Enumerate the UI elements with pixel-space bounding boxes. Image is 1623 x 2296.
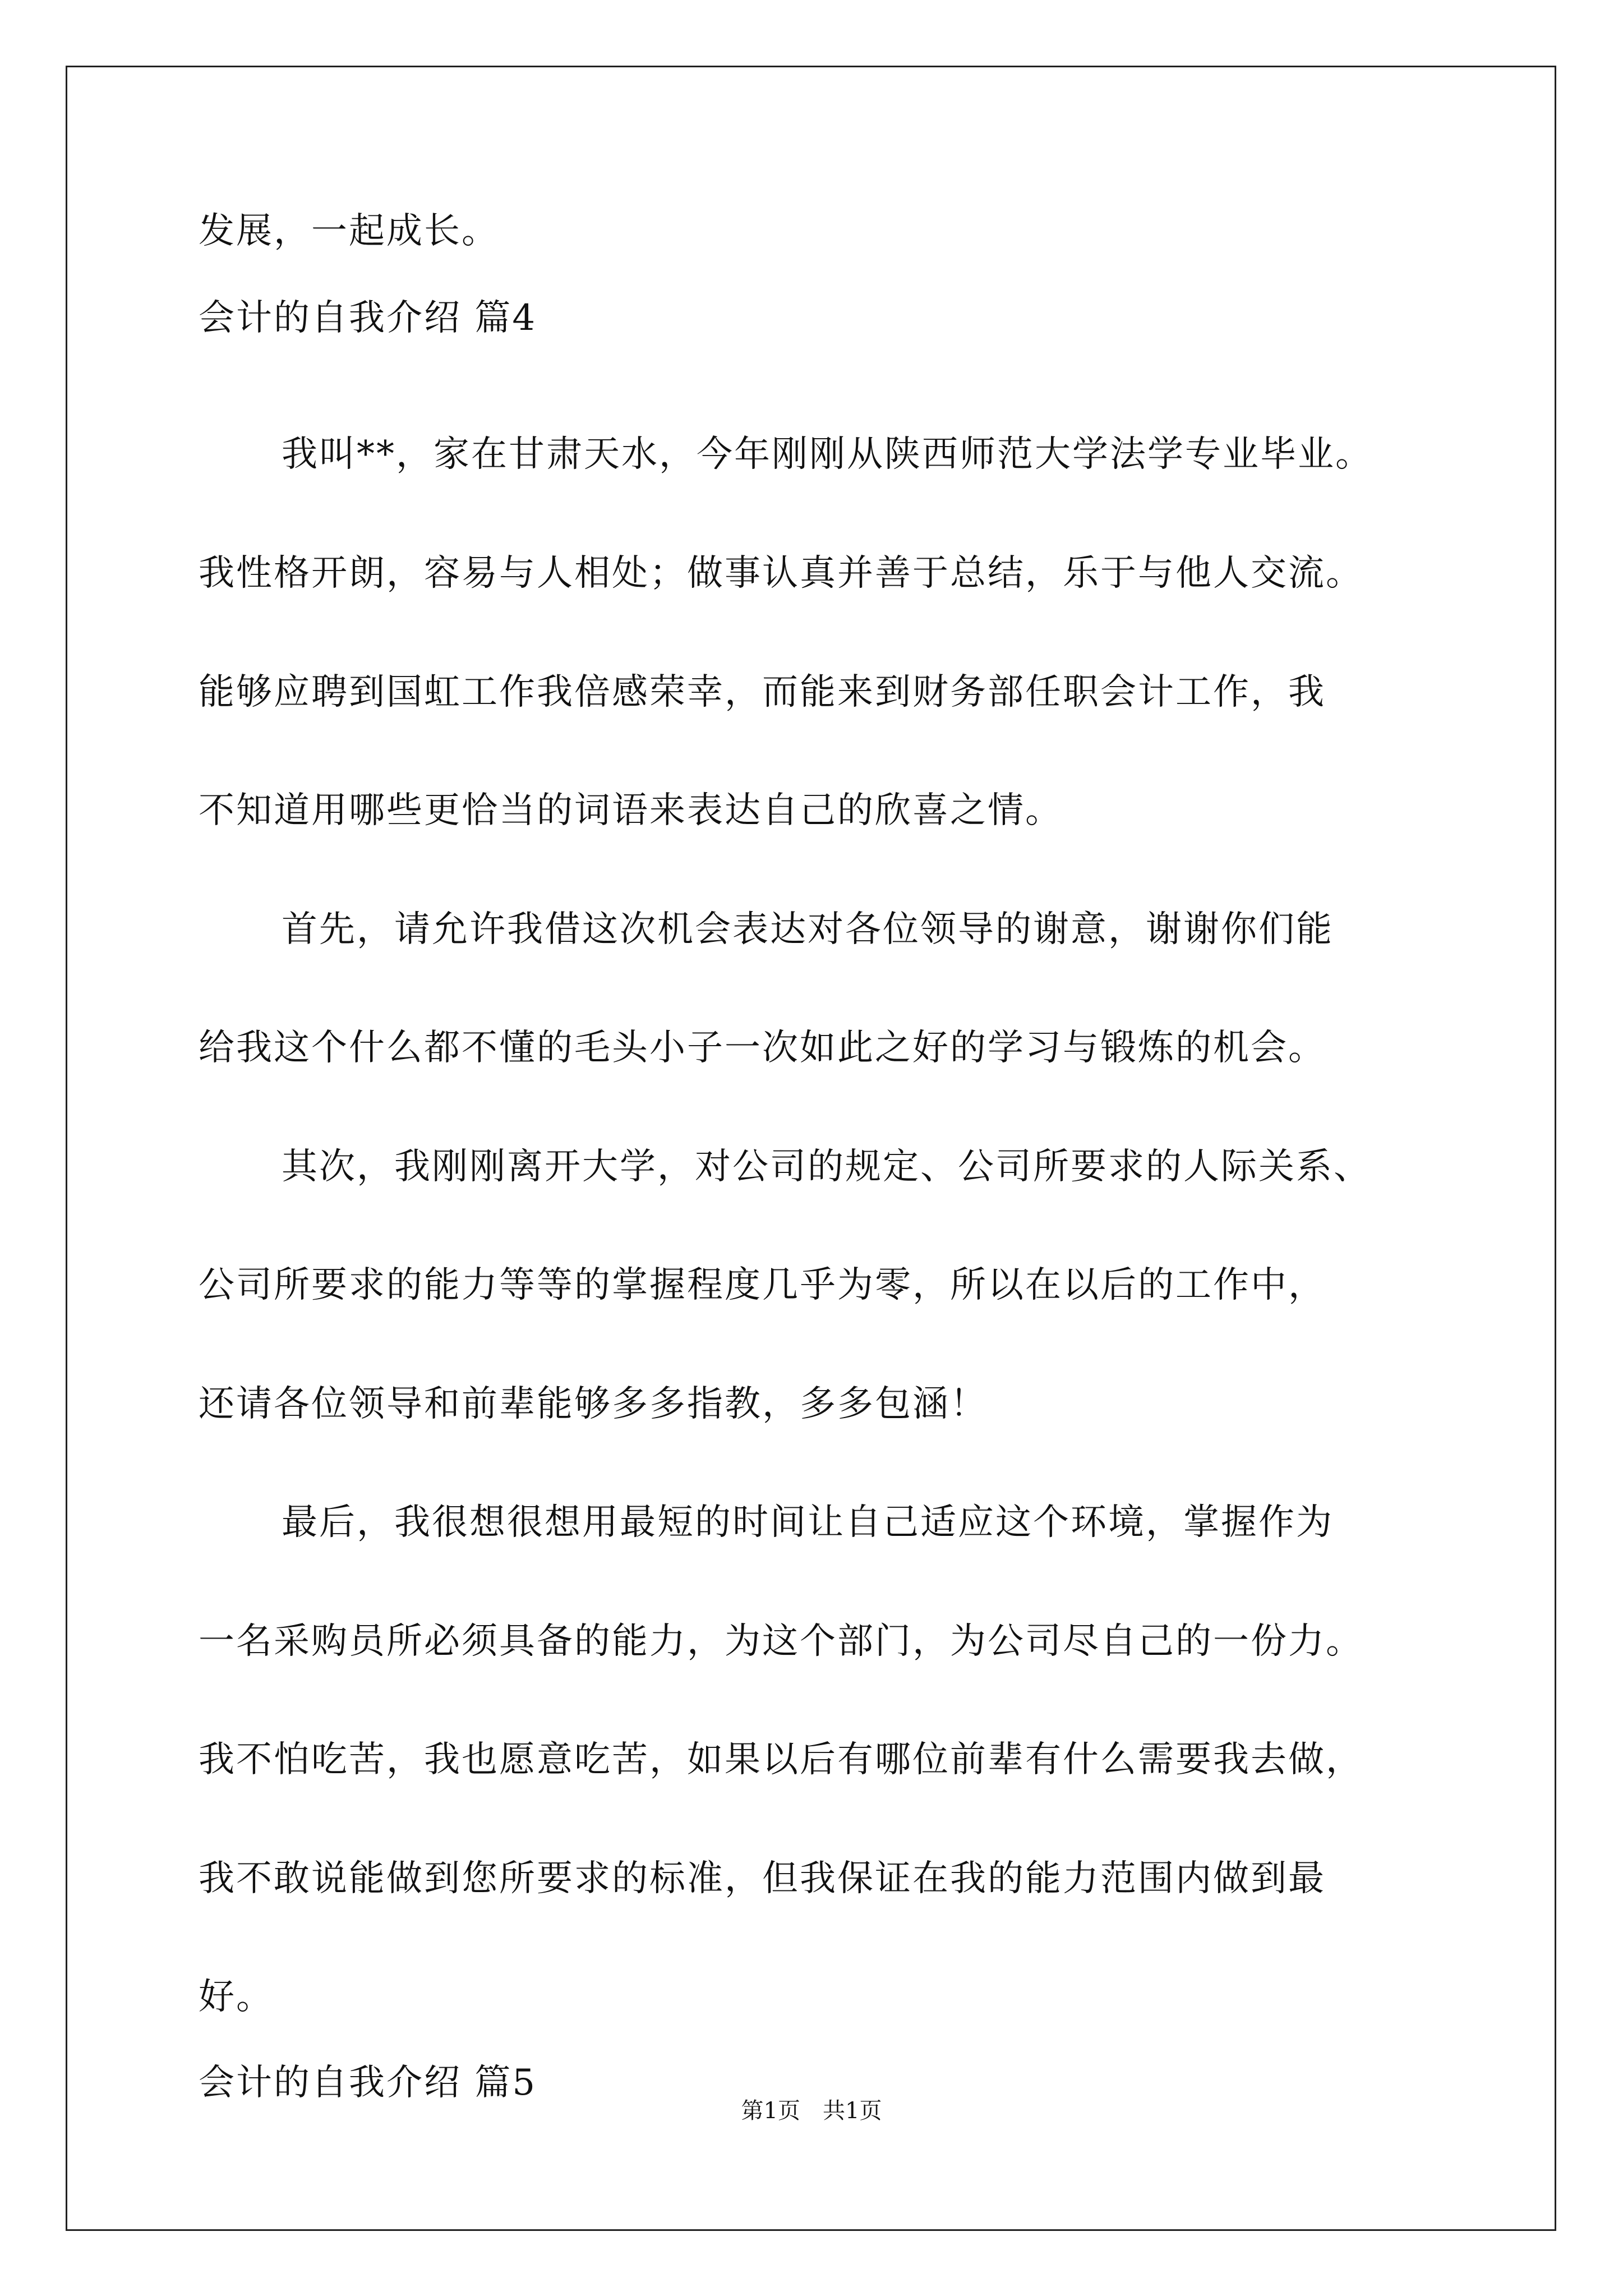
text-line: 最后，我很想很想用最短的时间让自己适应这个环境，掌握作为 <box>282 1502 1334 1543</box>
text-line: 给我这个什么都不懂的毛头小子一次如此之好的学习与锻炼的机会。 <box>199 1027 1326 1069</box>
text-line: 我不怕吃苦，我也愿意吃苦，如果以后有哪位前辈有什么需要我去做， <box>199 1739 1363 1780</box>
text-line: 发展，一起成长。 <box>199 210 499 252</box>
text-line: 还请各位领导和前辈能够多多指教，多多包涵！ <box>199 1383 988 1425</box>
text-line: 不知道用哪些更恰当的词语来表达自己的欣喜之情。 <box>199 790 1063 831</box>
text-line: 好。 <box>199 1976 274 2018</box>
text-line: 首先，请允许我借这次机会表达对各位领导的谢意，谢谢你们能 <box>282 909 1334 950</box>
text-line: 我不敢说能做到您所要求的标准，但我保证在我的能力范围内做到最 <box>199 1858 1326 1899</box>
section-heading: 会计的自我介绍 篇4 <box>199 297 537 339</box>
page-footer: 第1页 共1页 <box>741 2098 882 2124</box>
text-line: 一名采购员所必须具备的能力，为这个部门，为公司尽自己的一份力。 <box>199 1621 1363 1662</box>
text-line: 能够应聘到国虹工作我倍感荣幸，而能来到财务部任职会计工作，我 <box>199 671 1326 713</box>
section-heading: 会计的自我介绍 篇5 <box>199 2062 537 2104</box>
text-line: 我性格开朗，容易与人相处；做事认真并善于总结，乐于与他人交流。 <box>199 553 1363 594</box>
text-line: 公司所要求的能力等等的掌握程度几乎为零，所以在以后的工作中， <box>199 1264 1326 1306</box>
text-line: 其次，我刚刚离开大学，对公司的规定、公司所要求的人际关系、 <box>282 1146 1371 1188</box>
text-line: 我叫**，家在甘肃天水，今年刚刚从陕西师范大学法学专业毕业。 <box>282 434 1373 475</box>
